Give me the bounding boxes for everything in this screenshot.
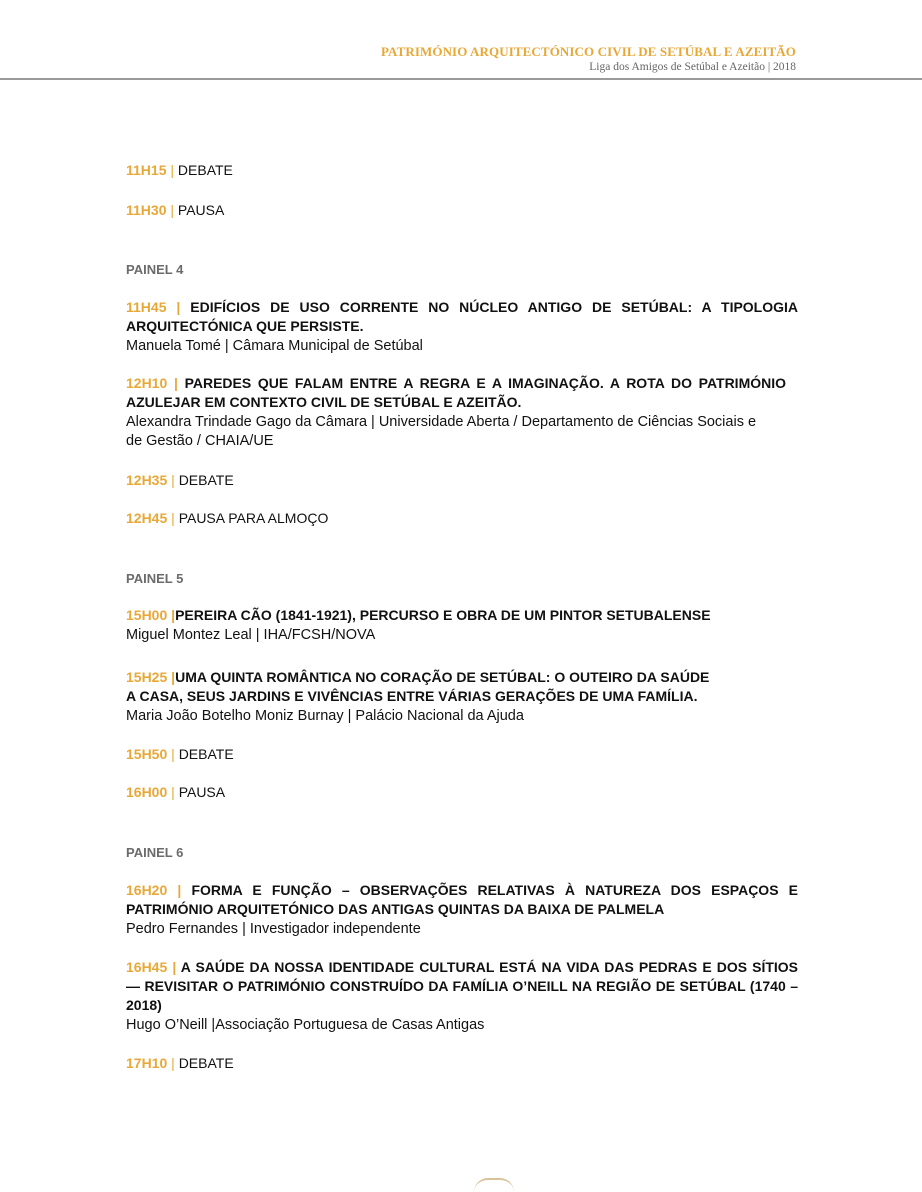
time-label: 12H45 xyxy=(126,510,168,526)
time-label: 15H00 xyxy=(126,607,168,623)
schedule-item-1600 xyxy=(126,783,798,802)
time-label: 16H00 xyxy=(126,784,168,800)
separator: | xyxy=(176,299,181,315)
talk-1500 xyxy=(126,606,798,645)
talk-title xyxy=(126,958,798,1015)
time-label: 11H45 xyxy=(126,299,167,315)
speaker-affiliation: Alexandra Trindade Gago da Câmara | Universidade Aberta / Departamento de Ciências Sociais e de Gestão / CHAIA/UE xyxy=(126,414,757,449)
talk-1620 xyxy=(126,881,798,939)
talk-1145 xyxy=(126,298,798,356)
separator: | xyxy=(171,472,175,488)
separator: | xyxy=(172,959,177,975)
talk-1645 xyxy=(126,958,798,1035)
time-label: 11H30 xyxy=(126,202,167,218)
speaker-affiliation: Maria João Botelho Moniz Burnay | Palácio Nacional da Ajuda xyxy=(126,708,524,724)
time-label: 17H10 xyxy=(126,1055,168,1071)
panel-heading-6: PAINEL 6 xyxy=(126,845,184,860)
separator: | xyxy=(171,746,175,762)
separator: | xyxy=(171,607,176,623)
separator: | xyxy=(170,162,175,178)
talk-1525 xyxy=(126,668,798,726)
talk-title-text: FORMA E FUNÇÃO – OBSERVAÇÕES RELATIVAS À NATUREZA DOS ESPAÇOS E PATRIMÓNIO ARQUITETÓNICO DAS ANTIGAS QUINTAS DA BAIXA DE PALMELA xyxy=(126,882,798,917)
footer-emblem-icon xyxy=(474,1178,514,1192)
talk-title xyxy=(126,668,798,706)
separator: | xyxy=(171,510,175,526)
talk-title-text: EDIFÍCIOS DE USO CORRENTE NO NÚCLEO ANTIGO DE SETÚBAL: A TIPOLOGIA ARQUITECTÓNICA QUE PERSISTE. xyxy=(126,299,799,334)
item-label: PAUSA xyxy=(177,202,225,218)
speaker-affiliation: Miguel Montez Leal | IHA/FCSH/NOVA xyxy=(126,627,376,643)
separator: | xyxy=(173,375,178,391)
separator: | xyxy=(171,1055,175,1071)
talk-title-text: PEREIRA CÃO (1841-1921), PERCURSO E OBRA DE UM PINTOR SETUBALENSE xyxy=(175,607,711,623)
time-label: 16H20 xyxy=(126,882,168,898)
time-label: 12H35 xyxy=(126,472,168,488)
separator: | xyxy=(171,784,175,800)
speaker-affiliation: Hugo O’Neill |Associação Portuguesa de Casas Antigas xyxy=(126,1017,485,1033)
time-label: 11H15 xyxy=(126,162,167,178)
talk-title-text: A SAÚDE DA NOSSA IDENTIDADE CULTURAL ESTÁ NA VIDA DAS PEDRAS E DOS SÍTIOS — REVISITAR O PATRIMÓNIO CONSTRUÍDO DA FAMÍLIA O’NEILL NA REGIÃO DE SETÚBAL (1740 – 2018) xyxy=(126,959,798,1013)
document-subtitle: Liga dos Amigos de Setúbal e Azeitão | 2018 xyxy=(589,61,796,73)
schedule-item-1130 xyxy=(126,201,798,220)
talk-title xyxy=(126,298,798,336)
header-divider xyxy=(0,78,922,80)
time-label: 15H25 xyxy=(126,669,168,685)
speaker-affiliation: Manuela Tomé | Câmara Municipal de Setúbal xyxy=(126,338,423,354)
talk-title xyxy=(126,881,798,919)
panel-heading-4: PAINEL 4 xyxy=(126,262,184,277)
schedule-item-1245 xyxy=(126,509,798,528)
schedule-item-1115 xyxy=(126,161,798,180)
schedule-item-1550 xyxy=(126,745,798,764)
item-label: PAUSA PARA ALMOÇO xyxy=(178,510,329,526)
schedule-item-1235 xyxy=(126,471,798,490)
talk-title xyxy=(126,374,786,412)
time-label: 15H50 xyxy=(126,746,168,762)
item-label: DEBATE xyxy=(177,162,233,178)
schedule-item-1710 xyxy=(126,1054,798,1073)
page-header xyxy=(0,0,922,80)
speaker-affiliation: Pedro Fernandes | Investigador independente xyxy=(126,921,421,937)
item-label: DEBATE xyxy=(178,1055,234,1071)
talk-title-line-2: A CASA, SEUS JARDINS E VIVÊNCIAS ENTRE VÁRIAS GERAÇÕES DE UMA FAMÍLIA. xyxy=(126,688,698,704)
talk-title-text: PAREDES QUE FALAM ENTRE A REGRA E A IMAGINAÇÃO. A ROTA DO PATRIMÓNIO AZULEJAR EM CONTEXTO CIVIL DE SETÚBAL E AZEITÃO. xyxy=(126,375,787,410)
talk-title-line-1: UMA QUINTA ROMÂNTICA NO CORAÇÃO DE SETÚBAL: O OUTEIRO DA SAÚDE xyxy=(175,669,710,685)
item-label: DEBATE xyxy=(178,746,234,762)
item-label: DEBATE xyxy=(178,472,234,488)
separator: | xyxy=(171,669,176,685)
separator: | xyxy=(177,882,182,898)
item-label: PAUSA xyxy=(178,784,226,800)
time-label: 16H45 xyxy=(126,959,168,975)
talk-1210 xyxy=(126,374,798,451)
separator: | xyxy=(170,202,175,218)
document-title: PATRIMÓNIO ARQUITECTÓNICO CIVIL DE SETÚBAL E AZEITÃO xyxy=(380,44,796,59)
talk-title xyxy=(126,606,798,625)
panel-heading-5: PAINEL 5 xyxy=(126,571,184,586)
time-label: 12H10 xyxy=(126,375,168,391)
